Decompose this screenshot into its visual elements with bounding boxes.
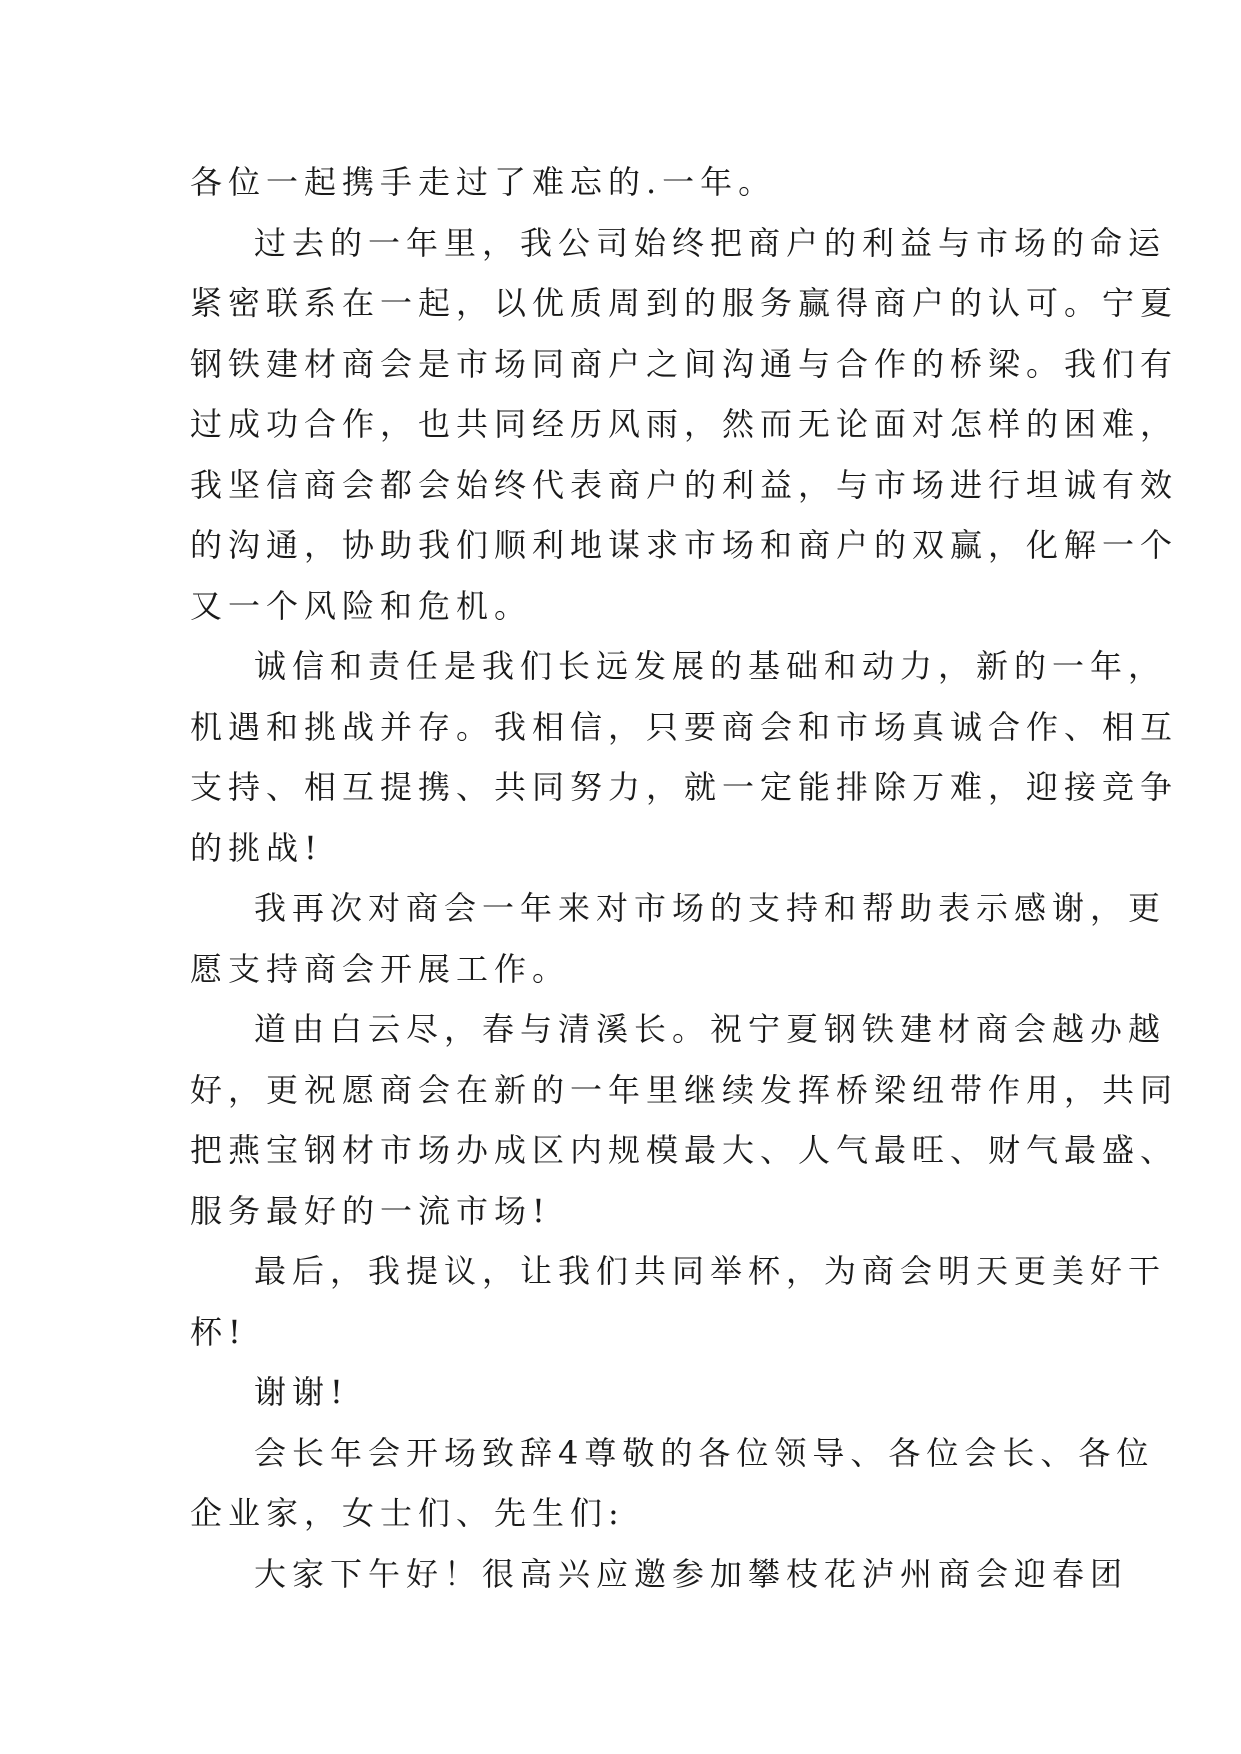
text-line: 谢谢! xyxy=(254,1373,349,1411)
body-text xyxy=(190,157,1179,1609)
text-line: 道由白云尽，春与清溪长。祝宁夏钢铁建材商会越办越 xyxy=(254,1010,1167,1048)
text-line: 我坚信商会都会始终代表商户的利益，与市场进行坦诚有效 xyxy=(190,465,1179,504)
text-line: 好，更祝愿商会在新的一年里继续发挥桥梁纽带作用，共同 xyxy=(190,1070,1179,1109)
text-line: 最后，我提议，让我们共同举杯，为商会明天更美好干 xyxy=(254,1252,1167,1290)
text-line: 又一个风险和危机。 xyxy=(190,586,533,625)
text-line: 的挑战! xyxy=(190,828,323,867)
text-line: 各位一起携手走过了难忘的.一年。 xyxy=(190,163,777,201)
text-line: 会长年会开场致辞4尊敬的各位领导、各位会长、各位 xyxy=(254,1433,1155,1472)
text-line: 紧密联系在一起，以优质周到的服务赢得商户的认可。宁夏 xyxy=(190,284,1179,322)
text-line: 服务最好的一流市场! xyxy=(190,1191,551,1230)
text-line: 诚信和责任是我们长远发展的基础和动力，新的一年， xyxy=(254,647,1167,685)
text-line: 大家下午好！很高兴应邀参加攀枝花泸州商会迎春团 xyxy=(254,1554,1129,1593)
text-line: 过去的一年里，我公司始终把商户的利益与市场的命运 xyxy=(254,223,1167,262)
text-line: 支持、相互提携、共同努力，就一定能排除万难，迎接竞争 xyxy=(190,768,1179,806)
text-line: 过成功合作，也共同经历风雨，然而无论面对怎样的困难， xyxy=(190,405,1179,443)
text-line: 的沟通，协助我们顺利地谋求市场和商户的双赢，化解一个 xyxy=(190,526,1179,564)
text-line: 愿支持商会开展工作。 xyxy=(190,949,571,988)
text-line: 机遇和挑战并存。我相信，只要商会和市场真诚合作、相互 xyxy=(190,707,1179,746)
text-line: 我再次对商会一年来对市场的支持和帮助表示感谢，更 xyxy=(254,889,1167,927)
text-line: 杯! xyxy=(190,1312,247,1351)
text-line: 企业家，女士们、先生们: xyxy=(190,1494,625,1532)
text-line: 钢铁建材商会是市场同商户之间沟通与合作的桥梁。我们有 xyxy=(190,344,1179,383)
text-line: 把燕宝钢材市场办成区内规模最大、人气最旺、财气最盛、 xyxy=(190,1131,1179,1169)
